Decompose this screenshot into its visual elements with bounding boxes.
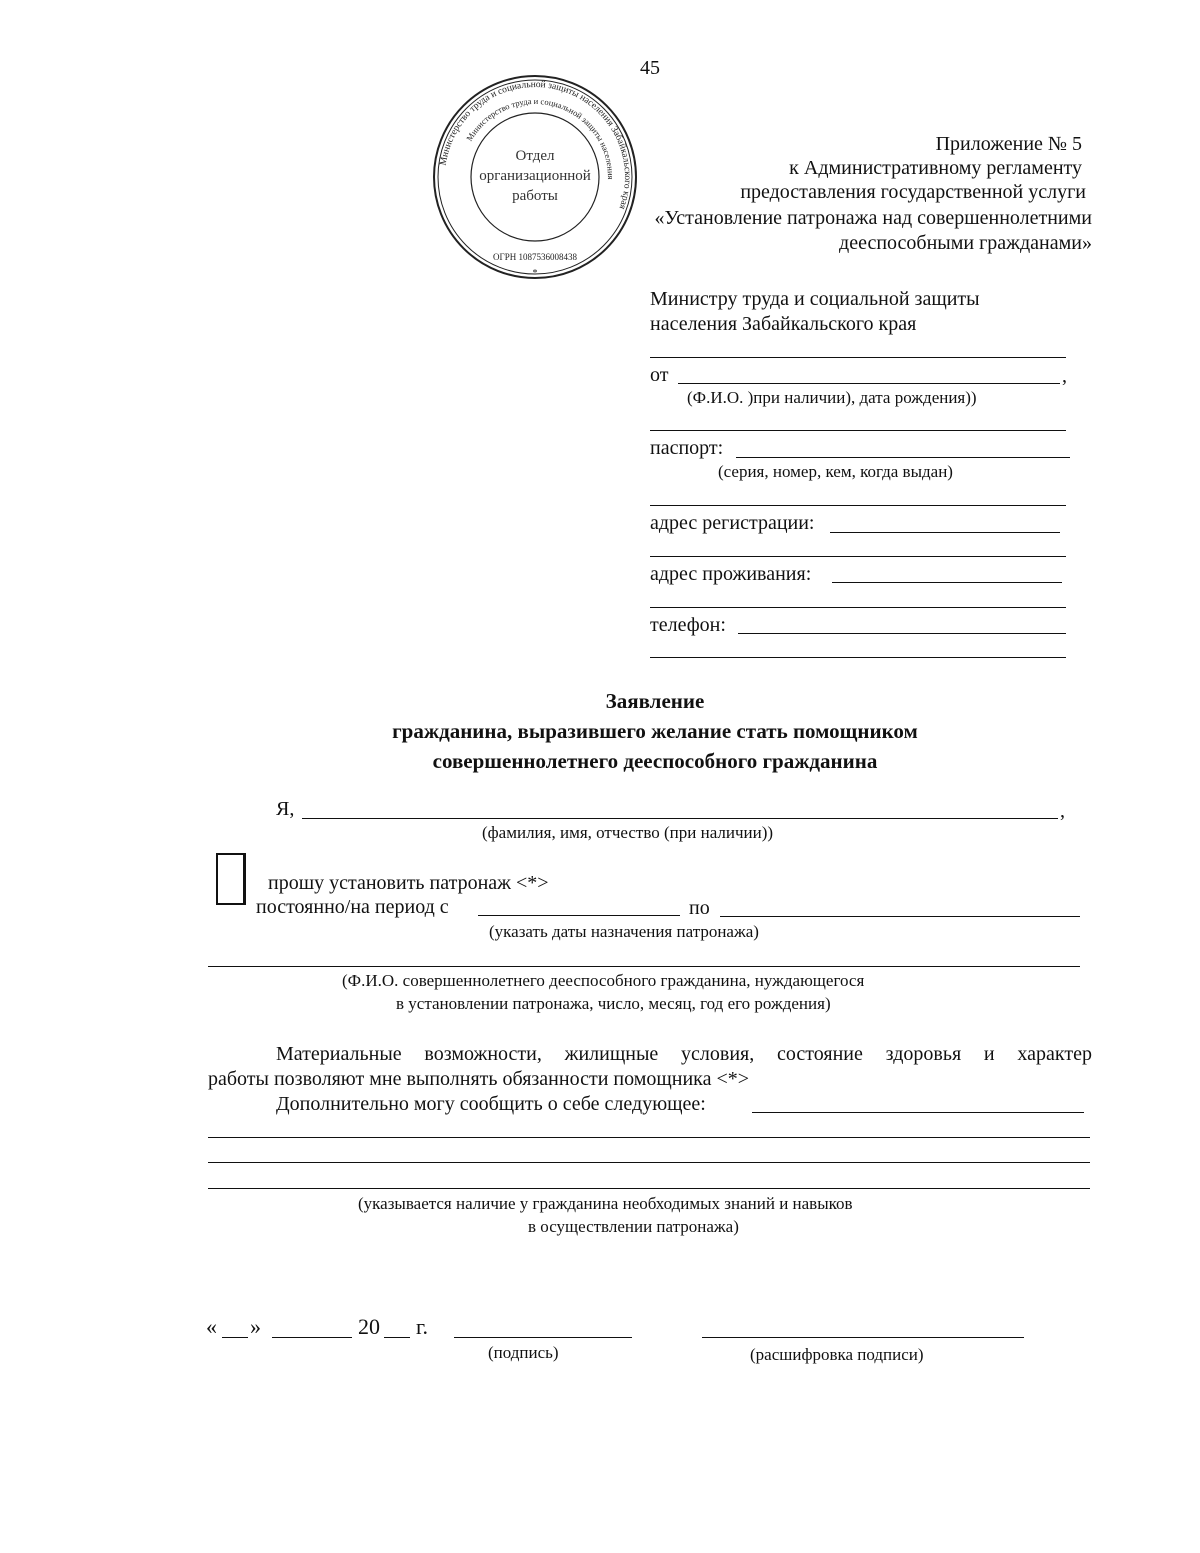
stamp-center-line-2: организационной <box>479 168 591 184</box>
live-address-input[interactable] <box>832 582 1062 583</box>
stamp-ogrn: ОГРН 1087536008438 <box>493 252 577 262</box>
appendix-line-5: дееспособными гражданами» <box>839 232 1092 254</box>
additional-info-input[interactable] <box>752 1112 1084 1113</box>
appendix-line-1: Приложение № 5 <box>935 133 1082 155</box>
signature-decode-input[interactable] <box>702 1337 1024 1338</box>
date-close-quote: » <box>250 1314 261 1339</box>
request-text: прошу установить патронаж <*> <box>268 872 549 894</box>
date-month-input[interactable] <box>272 1337 352 1338</box>
stamp-center-line-1: Отдел <box>515 148 555 164</box>
additional-label: Дополнительно могу сообщить о себе следующее: <box>276 1093 706 1115</box>
year-prefix: 20 <box>358 1314 380 1339</box>
addressee-line-2: населения Забайкальского края <box>650 313 917 335</box>
signature-hint: (подпись) <box>488 1343 559 1362</box>
phone-label: телефон: <box>650 614 726 636</box>
i-label: Я, <box>276 798 295 820</box>
page-number: 45 <box>640 57 660 79</box>
paragraph-line-1: Материальные возможности, жилищные условия, состояние здоровья и характер <box>276 1043 1092 1065</box>
appendix-line-4: «Установление патронажа над совершеннолетними <box>654 207 1092 229</box>
from-continuation-line[interactable] <box>650 430 1066 431</box>
from-hint: (Ф.И.О. )при наличии), дата рождения)) <box>687 388 977 407</box>
signature-input[interactable] <box>454 1337 632 1338</box>
live-address-label: адрес проживания: <box>650 563 812 585</box>
stamp-inner-ring-text: Министерство труда и социальной защиты населения <box>464 95 617 180</box>
full-name-input[interactable] <box>302 818 1058 819</box>
signature-decode-hint: (расшифровка подписи) <box>750 1345 924 1364</box>
year-suffix: г. <box>416 1314 429 1339</box>
additional-info-line-2[interactable] <box>208 1137 1090 1138</box>
period-label: постоянно/на период с <box>256 896 449 918</box>
period-to-input[interactable] <box>720 916 1080 917</box>
appendix-line-2: к Административному регламенту <box>789 157 1082 179</box>
period-hint: (указать даты назначения патронажа) <box>489 922 759 941</box>
passport-input[interactable] <box>736 457 1070 458</box>
appendix-line-3: предоставления государственной услуги <box>740 181 1086 203</box>
skills-hint-line-2: в осуществлении патронажа) <box>528 1217 739 1236</box>
i-comma: , <box>1060 800 1065 822</box>
live-address-continuation-line[interactable] <box>650 607 1066 608</box>
ward-info-input[interactable] <box>208 966 1080 967</box>
reg-address-label: адрес регистрации: <box>650 512 815 534</box>
paragraph-line-2: работы позволяют мне выполнять обязанности помощника <*> <box>208 1068 750 1090</box>
passport-continuation-line[interactable] <box>650 505 1066 506</box>
from-comma: , <box>1062 365 1067 387</box>
passport-label: паспорт: <box>650 437 724 459</box>
full-name-hint: (фамилия, имя, отчество (при наличии)) <box>482 823 774 842</box>
phone-input[interactable] <box>738 633 1066 634</box>
official-seal-stamp <box>430 72 640 282</box>
stamp-center-line-3: работы <box>512 188 558 204</box>
additional-info-line-4[interactable] <box>208 1188 1090 1189</box>
additional-info-line-3[interactable] <box>208 1162 1090 1163</box>
request-checkbox[interactable] <box>216 853 246 905</box>
ward-hint-line-1: (Ф.И.О. совершеннолетнего дееспособного гражданина, нуждающегося <box>342 971 865 990</box>
skills-hint-line-1: (указывается наличие у гражданина необходимых знаний и навыков <box>358 1194 853 1213</box>
reg-address-continuation-line[interactable] <box>650 556 1066 557</box>
passport-hint: (серия, номер, кем, когда выдан) <box>718 462 953 481</box>
addressee-blank-line <box>650 357 1066 358</box>
period-to-label: по <box>689 897 710 919</box>
ward-hint-line-2: в установлении патронажа, число, месяц, год его рождения) <box>396 994 831 1013</box>
document-subtitle-2: совершеннолетнего дееспособного гражданина <box>432 749 878 773</box>
from-input[interactable] <box>678 383 1060 384</box>
phone-continuation-line[interactable] <box>650 657 1066 658</box>
document-subtitle-1: гражданина, выразившего желание стать помощником <box>392 719 918 743</box>
addressee-line-1: Министру труда и социальной защиты <box>650 288 980 310</box>
period-from-input[interactable] <box>478 915 680 916</box>
date-open-quote: « <box>206 1314 217 1339</box>
stamp-star: * <box>532 268 538 279</box>
year-input[interactable] <box>384 1337 410 1338</box>
stamp-outer-text: Министерство труда и социальной защиты населения Забайкальского края <box>438 79 633 211</box>
date-day-input[interactable] <box>222 1337 248 1338</box>
from-label: от <box>650 364 669 386</box>
reg-address-input[interactable] <box>830 532 1060 533</box>
document-title: Заявление <box>605 689 705 713</box>
